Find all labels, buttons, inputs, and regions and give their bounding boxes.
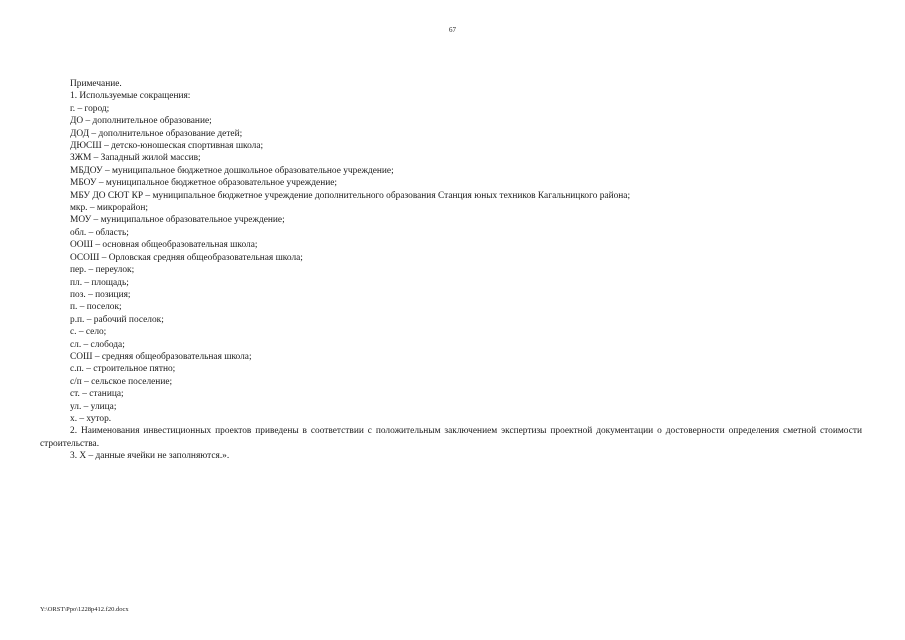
abbreviation-item: ОСОШ – Орловская средняя общеобразовательная школа; — [70, 252, 303, 263]
abbreviation-item: с/п – сельское поселение; — [70, 376, 173, 387]
abbreviation-item: с. – село; — [70, 327, 107, 338]
note-point-3: 3. Х – данные ячейки не заполняются.». — [70, 451, 230, 462]
abbreviation-item: МОУ – муниципальное образовательное учреждение; — [70, 215, 285, 226]
abbreviation-item: МБУ ДО СЮТ КР – муниципальное бюджетное учреждение дополнительного образования Станция юных техников Кагальницкого района; — [70, 190, 631, 201]
abbreviation-item: п. – поселок; — [70, 302, 122, 313]
abbreviation-item: ст. – станица; — [70, 389, 124, 400]
abbreviation-item: пл. – площадь; — [70, 277, 129, 288]
abbreviation-item: сл. – слобода; — [70, 339, 125, 350]
abbreviation-item: с.п. – строительное пятно; — [70, 364, 176, 375]
abbreviation-item: обл. – область; — [70, 227, 129, 238]
abbreviation-item: мкр. – микрорайон; — [70, 203, 148, 214]
abbreviation-item: МБДОУ – муниципальное бюджетное дошкольное образовательное учреждение; — [70, 165, 394, 176]
abbreviation-item: ООШ – основная общеобразовательная школа; — [70, 240, 258, 251]
page-number: 67 — [449, 26, 456, 34]
abbreviation-item: х. – хутор. — [70, 413, 112, 424]
note-title: Примечание. — [70, 79, 122, 89]
abbreviation-item: р.п. – рабочий поселок; — [70, 314, 164, 325]
abbreviations-list — [40, 103, 862, 426]
abbreviation-item: ДЮСШ – детско-юношеская спортивная школа; — [70, 141, 264, 152]
abbreviation-item: ЗЖМ – Западный жилой массив; — [70, 153, 201, 164]
abbreviation-item: поз. – позиция; — [70, 289, 131, 300]
note-point-2: 2. Наименования инвестиционных проектов приведены в соответствии с положительным заключением экспертизы проектной документации о достоверности определения сметной стоимости строительства. — [40, 426, 862, 449]
footer-file-path: Y:\ORST\Ppo\1228p412.f20.docx — [40, 606, 129, 613]
abbreviation-item: СОШ – средняя общеобразовательная школа; — [70, 351, 252, 362]
abbreviations-heading: 1. Используемые сокращения: — [70, 91, 191, 102]
abbreviation-item: МБОУ – муниципальное бюджетное образовательное учреждение; — [70, 178, 337, 189]
abbreviation-item: ДО – дополнительное образование; — [70, 116, 212, 127]
abbreviation-item: пер. – переулок; — [70, 265, 135, 276]
abbreviation-item: г. – город; — [70, 103, 110, 114]
note-block — [40, 78, 862, 463]
abbreviation-item: ул. – улица; — [70, 401, 117, 412]
abbreviation-item: ДОД – дополнительное образование детей; — [70, 128, 243, 139]
